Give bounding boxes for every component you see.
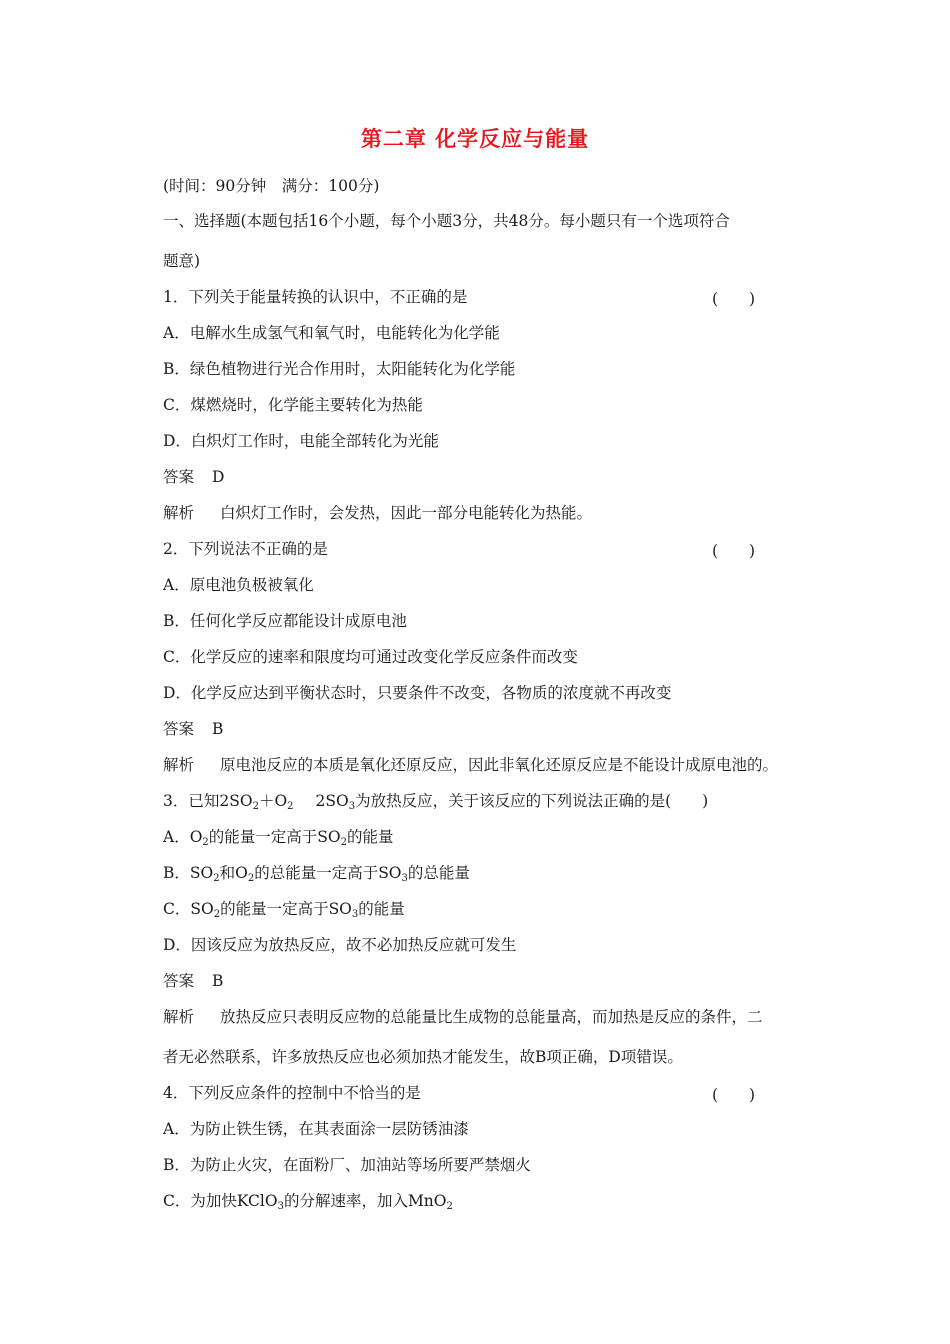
chapter-title: 第二章 化学反应与能量 (360, 127, 590, 151)
q2-option-a: A．原电池负极被氧化 (163, 576, 314, 594)
q3-analysis-line1 (163, 1007, 763, 1027)
q4-answer-blank: ( ) (712, 1086, 756, 1104)
q2-option-c: C．化学反应的速率和限度均可通过改变化学反应条件而改变 (163, 648, 578, 666)
q1-stem: 1．下列关于能量转换的认识中，不正确的是 (163, 288, 468, 306)
answer-label: 答案 (163, 468, 195, 486)
answer-label: 答案 (163, 720, 195, 738)
q4-stem: 4．下列反应条件的控制中不恰当的是 (163, 1084, 421, 1102)
answer-value: D (212, 468, 225, 486)
section-heading-line1: 一、选择题(本题包括16个小题，每个小题3分，共48分。每小题只有一个选项符合 (163, 212, 730, 230)
q3-option-a: A．$O_2$的能量一定高于$SO_2$的能量 (163, 828, 394, 848)
q2-stem: 2．下列说法不正确的是 (163, 540, 328, 558)
q1-option-d: D．白炽灯工作时，电能全部转化为光能 (163, 432, 439, 450)
q2-answer (163, 719, 223, 739)
answer-label: 答案 (163, 972, 195, 990)
q1-answer (163, 467, 224, 487)
q1-analysis (163, 503, 592, 523)
q2-answer-blank: ( ) (712, 542, 756, 560)
q2-option-d: D．化学反应达到平衡状态时，只要条件不改变，各物质的浓度就不再改变 (163, 684, 672, 702)
analysis-label: 解析 (163, 1008, 195, 1026)
q1-option-a: A．电解水生成氢气和氧气时，电能转化为化学能 (163, 324, 500, 342)
q3-option-c: C．$SO_2$的能量一定高于$SO_3$的能量 (163, 900, 405, 920)
q3-option-b: B．$SO_2$和$O_2$的总能量一定高于$SO_3$的总能量 (163, 864, 470, 884)
q3-analysis-line2: 者无必然联系，许多放热反应也必须加热才能发生，故B项正确，D项错误。 (163, 1048, 683, 1066)
q4-option-b: B．为防止火灾，在面粉厂、加油站等场所要严禁烟火 (163, 1156, 531, 1174)
section-heading-line2: 题意) (163, 252, 201, 270)
q1-answer-blank: ( ) (712, 290, 756, 308)
q3-option-d: D．因该反应为放热反应，故不必加热反应就可发生 (163, 936, 517, 954)
analysis-label: 解析 (163, 504, 195, 522)
answer-value: B (212, 720, 224, 738)
q3-answer (163, 971, 223, 991)
q2-option-b: B．任何化学反应都能设计成原电池 (163, 612, 407, 630)
q4-option-a: A．为防止铁生锈，在其表面涂一层防锈油漆 (163, 1120, 469, 1138)
analysis-label: 解析 (163, 756, 195, 774)
q2-analysis (163, 755, 778, 775)
q1-option-c: C．煤燃烧时，化学能主要转化为热能 (163, 396, 423, 414)
answer-value: B (212, 972, 224, 990)
q4-option-c: C．为加快KClO$_3$的分解速率，加入MnO$_2$ (163, 1192, 453, 1212)
analysis-text: 放热反应只表明反应物的总能量比生成物的总能量高，而加热是反应的条件，二 (220, 1008, 763, 1026)
exam-meta: (时间：90分钟 满分：100分) (163, 177, 380, 195)
analysis-text: 原电池反应的本质是氧化还原反应，因此非氧化还原反应是不能设计成原电池的。 (220, 756, 779, 774)
q1-option-b: B．绿色植物进行光合作用时，太阳能转化为化学能 (163, 360, 516, 378)
q3-stem: 3．已知$2SO_2+O_2$ $2SO_3$为放热反应，关于该反应的下列说法正确的是( ) (163, 792, 709, 812)
analysis-text: 白炽灯工作时，会发热，因此一部分电能转化为热能。 (220, 504, 593, 522)
